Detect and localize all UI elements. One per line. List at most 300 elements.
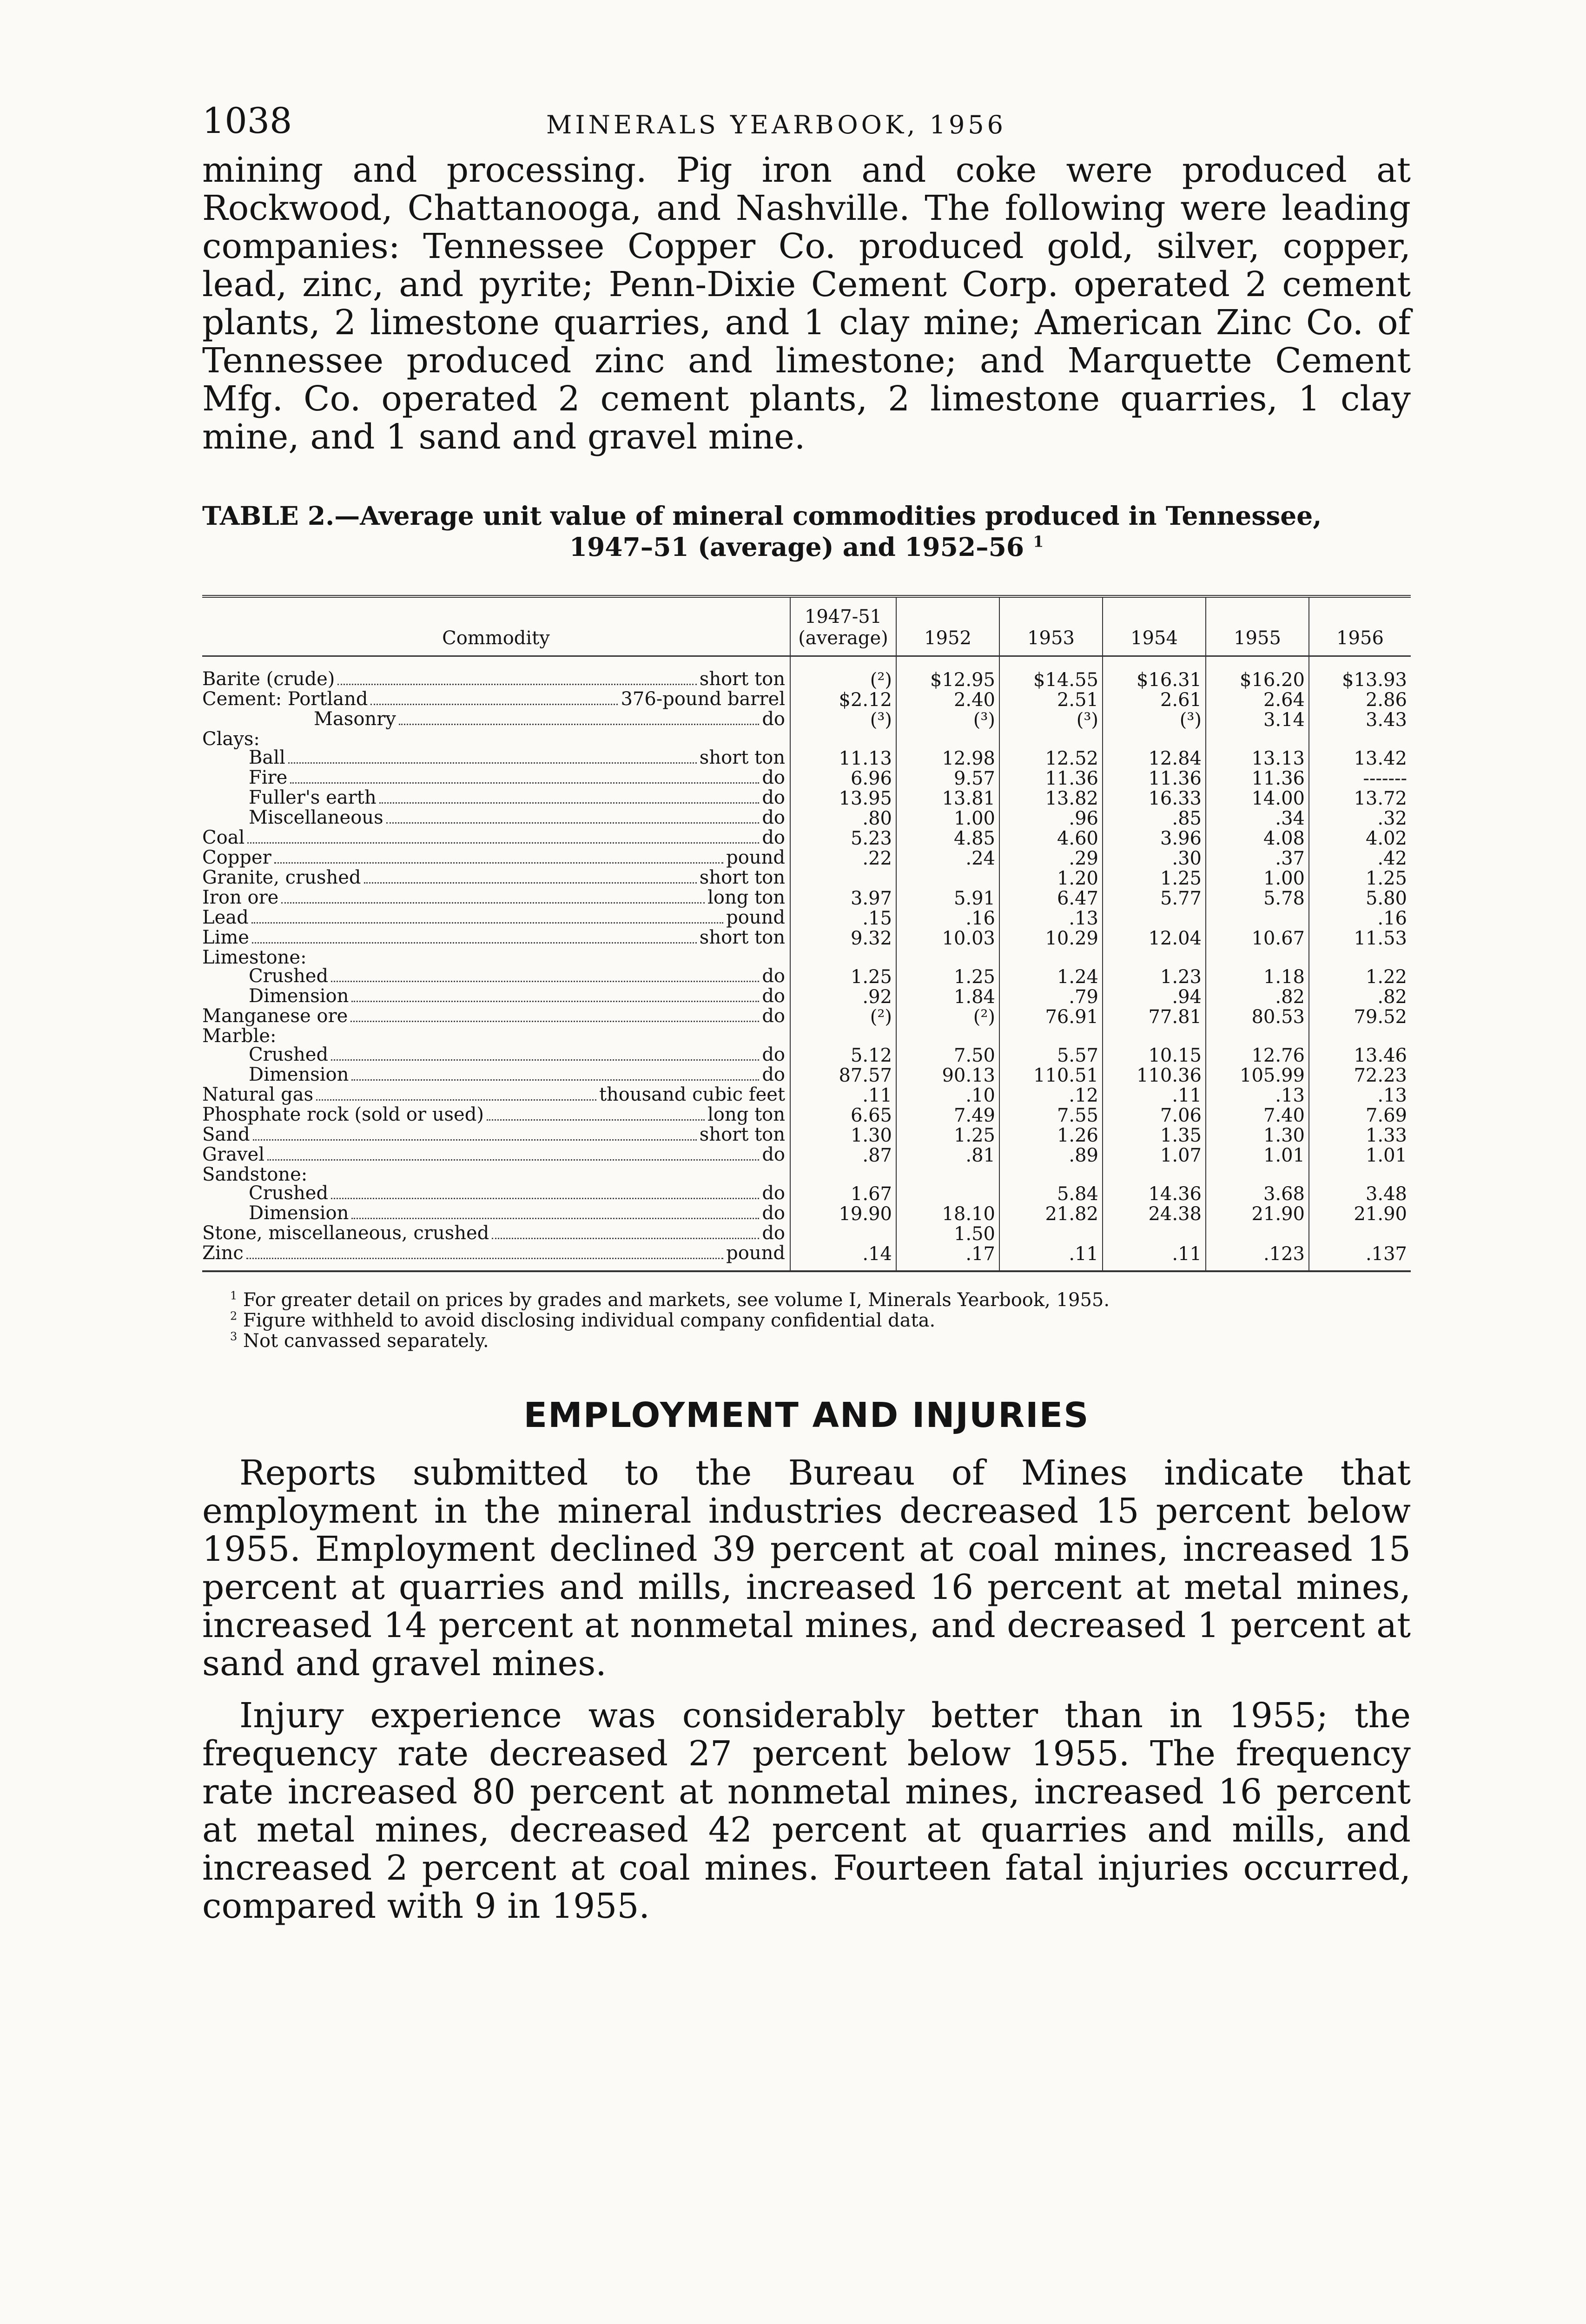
value-cell [1103, 1224, 1206, 1244]
value-cell: 24.38 [1103, 1204, 1206, 1224]
commodity-unit: long ton [707, 887, 785, 908]
commodity-cell [202, 1007, 790, 1027]
footnote-text: For greater detail on prices by grades and markets, see volume I, Minerals Yearbook, 1955. [243, 1289, 1110, 1311]
value-cell [790, 730, 896, 748]
value-cell: 1.25 [896, 1125, 999, 1145]
value-cell: 11.36 [1206, 768, 1309, 788]
value-cell: 87.57 [790, 1065, 896, 1085]
value-cell: 13.42 [1309, 748, 1411, 768]
dot-leader [331, 1198, 759, 1199]
footnote [230, 1290, 1411, 1310]
value-cell: 1.50 [896, 1224, 999, 1244]
table-row [202, 808, 1411, 828]
commodity-cell [202, 656, 790, 690]
table-caption-line-1: TABLE 2.—Average unit value of mineral commodities produced in Tennessee, [202, 501, 1322, 531]
commodity-name: Clays: [202, 728, 260, 750]
commodity-unit: do [762, 1005, 785, 1027]
value-cell: 21.90 [1206, 1204, 1309, 1224]
value-cell [896, 1184, 999, 1204]
value-cell [790, 948, 896, 967]
commodity-unit: do [762, 1182, 785, 1204]
commodity-name: Lead [202, 907, 249, 928]
value-cell: 5.57 [999, 1045, 1103, 1065]
value-cell: 19.90 [790, 1204, 896, 1224]
dot-leader [351, 1001, 759, 1002]
value-cell: 12.04 [1103, 928, 1206, 948]
value-cell: 1.01 [1309, 1145, 1411, 1165]
dot-leader [253, 1139, 697, 1141]
value-cell [1206, 1224, 1309, 1244]
commodity-cell [202, 730, 790, 748]
commodity-name: Barite (crude) [202, 668, 335, 690]
dot-leader [492, 1238, 759, 1239]
value-cell [1103, 1027, 1206, 1045]
commodity-unit: do [762, 1222, 785, 1244]
commodity-name-wrap [202, 848, 785, 868]
value-cell [1309, 1224, 1411, 1244]
value-cell: 9.32 [790, 928, 896, 948]
value-cell: $16.20 [1206, 656, 1309, 690]
table-header-row [202, 596, 1411, 656]
commodity-name-wrap [202, 1045, 785, 1065]
table-caption-footnote-mark: 1 [1033, 532, 1044, 551]
value-cell: .37 [1206, 848, 1309, 868]
value-cell [1103, 948, 1206, 967]
unit-value-table [202, 595, 1411, 1272]
footnotes [202, 1290, 1411, 1351]
table-row [202, 788, 1411, 808]
commodity-name-wrap [202, 1007, 785, 1027]
dot-leader [331, 981, 759, 982]
value-cell: 5.77 [1103, 888, 1206, 908]
value-cell: 1.22 [1309, 967, 1411, 987]
commodity-name-wrap [202, 1105, 785, 1125]
commodity-name: Miscellaneous [249, 807, 383, 828]
value-cell [1309, 730, 1411, 748]
value-cell: 2.40 [896, 690, 999, 710]
commodity-name-wrap [202, 1085, 785, 1105]
column-header: 1953 [999, 596, 1103, 656]
commodity-cell [202, 1165, 790, 1184]
value-cell: $16.31 [1103, 656, 1206, 690]
dot-leader [350, 1021, 759, 1022]
commodity-unit: do [762, 1064, 785, 1085]
value-cell [896, 730, 999, 748]
commodity-cell [202, 1125, 790, 1145]
footnote-text: Not canvassed separately. [243, 1330, 489, 1352]
value-cell [896, 1027, 999, 1045]
page-number: 1038 [202, 100, 292, 141]
table-row [202, 710, 1411, 730]
value-cell: 5.23 [790, 828, 896, 848]
value-cell: 7.55 [999, 1105, 1103, 1125]
value-cell: .96 [999, 808, 1103, 828]
intro-paragraph: mining and processing. Pig iron and coke were produced at Rockwood, Chattanooga, and Nashville. The following were leading companies: Tennessee Copper Co. produced gold, silver, copper, lead, zinc, and pyrite; Penn-Dixie Cement Corp. operated 2 cement plants, 2 limestone quarries, and 1 clay mine; American Zinc Co. of Tennessee produced zinc and limestone; and Marquette Cement Mfg. Co. operated 2 cement plants, 2 limestone quarries, 1 clay mine, and 1 sand and gravel mine. [202, 150, 1411, 457]
value-cell: .12 [999, 1085, 1103, 1105]
value-cell: 14.00 [1206, 788, 1309, 808]
value-cell: 3.43 [1309, 710, 1411, 730]
commodity-unit: 376-pound barrel [621, 688, 785, 710]
value-cell [1206, 1165, 1309, 1184]
body-paragraph: Reports submitted to the Bureau of Mines indicate that employment in the mineral industries decreased 15 percent below 1955. Employment declined 39 percent at coal mines, increased 15 percent at quarries and mills, increased 16 percent at metal mines, increased 14 percent at nonmetal mines, and decreased 1 percent at sand and gravel mines. [202, 1453, 1411, 1684]
commodity-cell [202, 1085, 790, 1105]
commodity-unit: long ton [707, 1104, 785, 1125]
value-cell: .13 [999, 908, 1103, 928]
dot-leader [370, 704, 618, 705]
commodity-name-wrap [202, 908, 785, 928]
value-cell [790, 868, 896, 888]
commodity-name-wrap [202, 1125, 785, 1145]
value-cell: .29 [999, 848, 1103, 868]
value-cell: 7.49 [896, 1105, 999, 1125]
table-caption [202, 500, 1411, 562]
value-cell: 3.96 [1103, 828, 1206, 848]
commodity-unit: do [762, 1044, 785, 1065]
value-cell: ------- [1309, 768, 1411, 788]
commodity-name-wrap [202, 808, 785, 828]
value-cell: .81 [896, 1145, 999, 1165]
value-cell [1309, 948, 1411, 967]
value-cell: $14.55 [999, 656, 1103, 690]
value-cell [790, 1224, 896, 1244]
dot-leader [316, 1099, 596, 1101]
commodity-name: Ball [249, 747, 285, 768]
value-cell: 1.07 [1103, 1145, 1206, 1165]
footnote-mark: 1 [230, 1289, 238, 1302]
commodity-name: Coal [202, 827, 245, 848]
value-cell: 1.84 [896, 987, 999, 1007]
commodity-name-wrap [202, 1204, 785, 1224]
commodity-cell [202, 848, 790, 868]
commodity-unit: do [762, 985, 785, 1007]
table-caption-line-2-wrap [202, 531, 1411, 562]
commodity-name: Crushed [249, 965, 329, 987]
value-cell: 7.40 [1206, 1105, 1309, 1125]
dot-leader [337, 684, 696, 685]
value-cell: 1.33 [1309, 1125, 1411, 1145]
value-cell: .11 [1103, 1244, 1206, 1271]
table-row [202, 748, 1411, 768]
commodity-cell [202, 1204, 790, 1224]
value-cell: 6.47 [999, 888, 1103, 908]
table-caption-line-2: 1947–51 (average) and 1952–56 [569, 532, 1024, 562]
value-cell: 13.46 [1309, 1045, 1411, 1065]
value-cell: .94 [1103, 987, 1206, 1007]
value-cell: .22 [790, 848, 896, 868]
value-cell [999, 948, 1103, 967]
value-cell: (³) [999, 710, 1103, 730]
value-cell: .13 [1309, 1085, 1411, 1105]
value-cell: 11.36 [999, 768, 1103, 788]
value-cell: 12.52 [999, 748, 1103, 768]
value-cell: 5.78 [1206, 888, 1309, 908]
value-cell: 1.24 [999, 967, 1103, 987]
value-cell: 6.65 [790, 1105, 896, 1125]
value-cell [1206, 1027, 1309, 1045]
value-cell: 105.99 [1206, 1065, 1309, 1085]
commodity-unit: pound [726, 1242, 785, 1264]
value-cell: (³) [1103, 710, 1206, 730]
commodity-name: Fuller's earth [249, 787, 377, 808]
column-header: 1955 [1206, 596, 1309, 656]
value-cell: .14 [790, 1244, 896, 1271]
section-heading: EMPLOYMENT AND INJURIES [523, 1395, 1090, 1435]
value-cell: 1.01 [1206, 1145, 1309, 1165]
dot-leader [351, 1218, 759, 1219]
dot-leader [399, 724, 759, 725]
value-cell: 77.81 [1103, 1007, 1206, 1027]
commodity-name: Lime [202, 927, 249, 948]
commodity-name: Gravel [202, 1144, 264, 1165]
commodity-name-wrap [202, 768, 785, 788]
value-cell: 21.90 [1309, 1204, 1411, 1224]
dot-leader [386, 822, 760, 824]
value-cell: 11.13 [790, 748, 896, 768]
value-cell: .30 [1103, 848, 1206, 868]
value-cell: $2.12 [790, 690, 896, 710]
value-cell: 3.68 [1206, 1184, 1309, 1204]
value-cell: 80.53 [1206, 1007, 1309, 1027]
dot-leader [274, 862, 723, 864]
value-cell: 12.84 [1103, 748, 1206, 768]
dot-leader [288, 762, 697, 764]
commodity-name-wrap [202, 1184, 785, 1204]
commodity-unit: do [762, 965, 785, 987]
value-cell: 72.23 [1309, 1065, 1411, 1085]
value-cell: .42 [1309, 848, 1411, 868]
commodity-name-wrap [202, 868, 785, 888]
commodity-name: Phosphate rock (sold or used) [202, 1104, 484, 1125]
value-cell: .11 [790, 1085, 896, 1105]
footnote [230, 1331, 1411, 1351]
commodity-unit: short ton [699, 747, 785, 768]
commodity-name-wrap [202, 690, 785, 710]
commodity-cell [202, 948, 790, 967]
commodity-name-wrap [202, 948, 785, 967]
value-cell: 1.00 [896, 808, 999, 828]
dot-leader [267, 1159, 759, 1161]
table-row [202, 967, 1411, 987]
footnote [230, 1310, 1411, 1331]
table-row [202, 1244, 1411, 1271]
value-cell: 5.80 [1309, 888, 1411, 908]
value-cell: 12.76 [1206, 1045, 1309, 1065]
commodity-name-wrap [202, 987, 785, 1007]
value-cell: .32 [1309, 808, 1411, 828]
footnote-mark: 3 [230, 1330, 238, 1343]
commodity-name-wrap [202, 888, 785, 908]
commodity-name: Dimension [249, 985, 349, 1007]
commodity-name: Fire [249, 767, 288, 788]
value-cell: .15 [790, 908, 896, 928]
commodity-unit: do [762, 787, 785, 808]
dot-leader [331, 1059, 759, 1061]
dot-leader [281, 902, 705, 904]
running-title: MINERALS YEARBOOK, 1956 [546, 110, 1007, 139]
value-cell: $13.93 [1309, 656, 1411, 690]
commodity-name: Manganese ore [202, 1005, 348, 1027]
value-cell: 1.35 [1103, 1125, 1206, 1145]
dot-leader [251, 922, 723, 924]
value-cell: 110.51 [999, 1065, 1103, 1085]
dot-leader [379, 802, 760, 804]
value-cell: 1.30 [1206, 1125, 1309, 1145]
value-cell: 13.82 [999, 788, 1103, 808]
table-row [202, 1085, 1411, 1105]
value-cell: .16 [1309, 908, 1411, 928]
table-row [202, 948, 1411, 967]
table-row [202, 1065, 1411, 1085]
value-cell [790, 1165, 896, 1184]
table-row [202, 828, 1411, 848]
commodity-name-wrap [202, 788, 785, 808]
commodity-name: Dimension [249, 1064, 349, 1085]
dot-leader [252, 942, 697, 944]
value-cell: 5.84 [999, 1184, 1103, 1204]
value-cell: 7.50 [896, 1045, 999, 1065]
table-row [202, 1027, 1411, 1045]
commodity-name-wrap [202, 1145, 785, 1165]
value-cell: 4.85 [896, 828, 999, 848]
value-cell: 4.02 [1309, 828, 1411, 848]
value-cell: .80 [790, 808, 896, 828]
table-row [202, 1165, 1411, 1184]
table-row [202, 888, 1411, 908]
column-header: 1956 [1309, 596, 1411, 656]
value-cell: 10.29 [999, 928, 1103, 948]
value-cell: .123 [1206, 1244, 1309, 1271]
value-cell: 1.30 [790, 1125, 896, 1145]
commodity-cell [202, 868, 790, 888]
table-row [202, 987, 1411, 1007]
commodity-name: Crushed [249, 1182, 329, 1204]
commodity-cell [202, 1184, 790, 1204]
value-cell: 3.14 [1206, 710, 1309, 730]
commodity-cell [202, 768, 790, 788]
commodity-unit: do [762, 1144, 785, 1165]
value-cell: 3.97 [790, 888, 896, 908]
value-cell: .11 [1103, 1085, 1206, 1105]
commodity-name-wrap [202, 1244, 785, 1264]
value-cell: 16.33 [1103, 788, 1206, 808]
commodity-cell [202, 1224, 790, 1244]
commodity-name: Zinc [202, 1242, 244, 1264]
commodity-cell [202, 1145, 790, 1165]
table-row [202, 1045, 1411, 1065]
table-body [202, 656, 1411, 1272]
commodity-unit: short ton [699, 1124, 785, 1145]
value-cell: .85 [1103, 808, 1206, 828]
commodity-name-wrap [202, 1065, 785, 1085]
commodity-name: Sand [202, 1124, 250, 1145]
value-cell: 6.96 [790, 768, 896, 788]
table-row [202, 1105, 1411, 1125]
value-cell [1103, 1165, 1206, 1184]
commodity-name: Cement: Portland [202, 688, 368, 710]
table-row [202, 730, 1411, 748]
commodity-unit: do [762, 807, 785, 828]
value-cell: 2.86 [1309, 690, 1411, 710]
value-cell: 13.81 [896, 788, 999, 808]
value-cell: 10.15 [1103, 1045, 1206, 1065]
page [202, 100, 1411, 1925]
table-row [202, 848, 1411, 868]
value-cell [1206, 730, 1309, 748]
table-row [202, 1204, 1411, 1224]
value-cell [1206, 908, 1309, 928]
commodity-cell [202, 690, 790, 710]
value-cell: .79 [999, 987, 1103, 1007]
value-cell [999, 730, 1103, 748]
dot-leader [290, 782, 759, 784]
value-cell: 2.64 [1206, 690, 1309, 710]
table-row [202, 908, 1411, 928]
value-cell [999, 1027, 1103, 1045]
value-cell: 1.26 [999, 1125, 1103, 1145]
value-cell [896, 948, 999, 967]
value-cell [896, 868, 999, 888]
commodity-unit: short ton [699, 867, 785, 888]
commodity-name-wrap [202, 967, 785, 987]
value-cell: 11.53 [1309, 928, 1411, 948]
value-cell: 2.61 [1103, 690, 1206, 710]
dot-leader [487, 1119, 705, 1121]
column-header: 1947-51 (average) [790, 596, 896, 656]
commodity-name-wrap [202, 730, 785, 748]
table-row [202, 1184, 1411, 1204]
commodity-unit: thousand cubic feet [599, 1084, 785, 1105]
value-cell: 5.12 [790, 1045, 896, 1065]
running-head [202, 100, 1411, 151]
commodity-cell [202, 1027, 790, 1045]
value-cell: .17 [896, 1244, 999, 1271]
value-cell: .87 [790, 1145, 896, 1165]
table-row [202, 1145, 1411, 1165]
value-cell: .34 [1206, 808, 1309, 828]
value-cell: $12.95 [896, 656, 999, 690]
value-cell: 1.25 [1103, 868, 1206, 888]
value-cell [790, 1027, 896, 1045]
value-cell: .82 [1309, 987, 1411, 1007]
value-cell: 5.91 [896, 888, 999, 908]
commodity-cell [202, 928, 790, 948]
commodity-unit: pound [726, 907, 785, 928]
commodity-name: Granite, crushed [202, 867, 361, 888]
value-cell: 110.36 [1103, 1065, 1206, 1085]
value-cell: 1.18 [1206, 967, 1309, 987]
value-cell [999, 1224, 1103, 1244]
commodity-name: Sandstone: [202, 1164, 308, 1185]
value-cell: 79.52 [1309, 1007, 1411, 1027]
commodity-cell [202, 828, 790, 848]
table-row [202, 656, 1411, 690]
table-row [202, 868, 1411, 888]
value-cell: (³) [790, 710, 896, 730]
commodity-unit: do [762, 1202, 785, 1224]
value-cell [896, 1165, 999, 1184]
value-cell: .13 [1206, 1085, 1309, 1105]
commodity-name: Natural gas [202, 1084, 314, 1105]
value-cell: .137 [1309, 1244, 1411, 1271]
commodity-name: Crushed [249, 1044, 329, 1065]
value-cell: 7.06 [1103, 1105, 1206, 1125]
value-cell: .11 [999, 1244, 1103, 1271]
value-cell: (²) [896, 1007, 999, 1027]
footnote-text: Figure withheld to avoid disclosing individual company confidential data. [243, 1310, 936, 1331]
value-cell: 9.57 [896, 768, 999, 788]
commodity-unit: short ton [699, 927, 785, 948]
commodity-cell [202, 710, 790, 730]
